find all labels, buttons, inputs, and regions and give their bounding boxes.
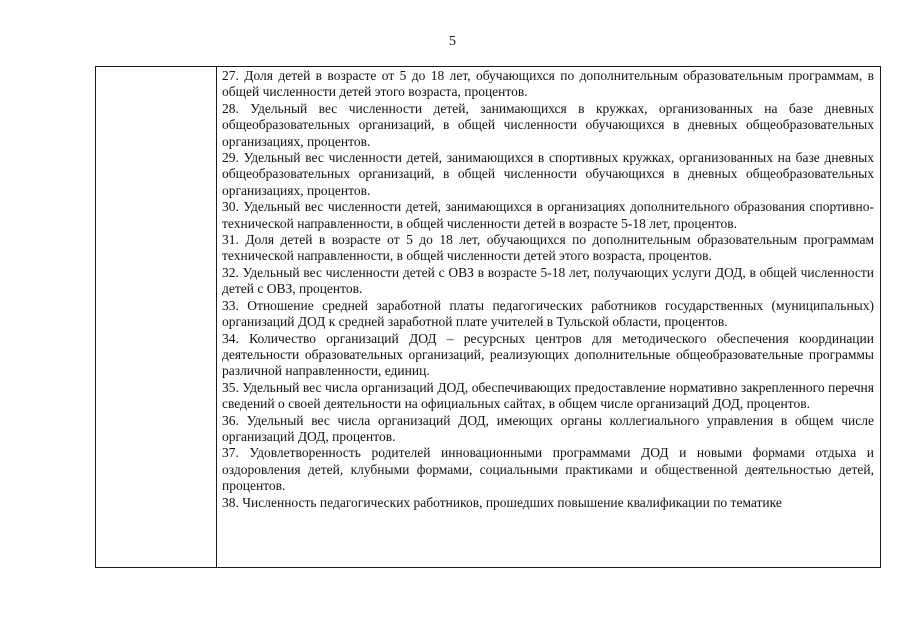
indicator-item-32: 32. Удельный вес численности детей с ОВЗ в возрасте 5-18 лет, получающих услуги ДОД, в общей численности детей с ОВЗ, процентов. bbox=[222, 264, 874, 297]
page-number: 5 bbox=[449, 34, 456, 49]
indicator-item-28: 28. Удельный вес численности детей, занимающихся в кружках, организованных на базе дневных общеобразовательных организаций, в общей численности обучающихся в дневных общеобразовательных организациях, процентов. bbox=[222, 100, 874, 149]
indicator-item-36: 36. Удельный вес числа организаций ДОД, имеющих органы коллегиального управления в общем числе организаций ДОД, процентов. bbox=[222, 412, 874, 444]
indicator-item-30: 30. Удельный вес численности детей, занимающихся в организациях дополнительного образования спортивно-технической направленности, в общей численности детей в возрасте 5-18 лет, процентов. bbox=[222, 199, 874, 231]
indicator-item-33: 33. Отношение средней заработной платы педагогических работников государственных (муниципальных) организаций ДОД к средней заработной плате учителей в Тульской области, процентов. bbox=[222, 297, 874, 330]
table-right-cell bbox=[222, 68, 874, 511]
indicator-item-35: 35. Удельный вес числа организаций ДОД, обеспечивающих предоставление нормативно закрепленного перечня сведений о своей деятельности на официальных сайтах, в общем числе организаций ДОД, процентов. bbox=[222, 379, 874, 412]
indicator-item-37: 37. Удовлетворенность родителей инновационными программами ДОД и новыми формами отдыха и оздоровления детей, клубными формами, социальными практиками и общественной деятельностью детей, процентов. bbox=[222, 445, 874, 494]
indicator-item-31: 31. Доля детей в возрасте от 5 до 18 лет, обучающихся по дополнительным образовательным программам технической направленности, в общей численности детей этого возраста, процентов. bbox=[222, 232, 874, 264]
indicators-table bbox=[95, 66, 881, 568]
indicator-item-27: 27. Доля детей в возрасте от 5 до 18 лет, обучающихся по дополнительным образовательным программам, в общей численности детей этого возраста, процентов. bbox=[222, 68, 874, 100]
table-left-cell bbox=[96, 67, 217, 567]
indicator-item-34: 34. Количество организаций ДОД – ресурсных центров для методического обеспечения координации деятельности образовательных организаций, реализующих дополнительные общеобразовательные программы различной направленности, единиц. bbox=[222, 330, 874, 379]
indicator-item-38: 38. Численность педагогических работников, прошедших повышение квалификации по тематике bbox=[222, 494, 782, 510]
indicator-item-29: 29. Удельный вес численности детей, занимающихся в спортивных кружках, организованных на базе дневных общеобразовательных организаций, в общей численности обучающихся в дневных общеобразовательных организациях, процентов. bbox=[222, 150, 874, 198]
